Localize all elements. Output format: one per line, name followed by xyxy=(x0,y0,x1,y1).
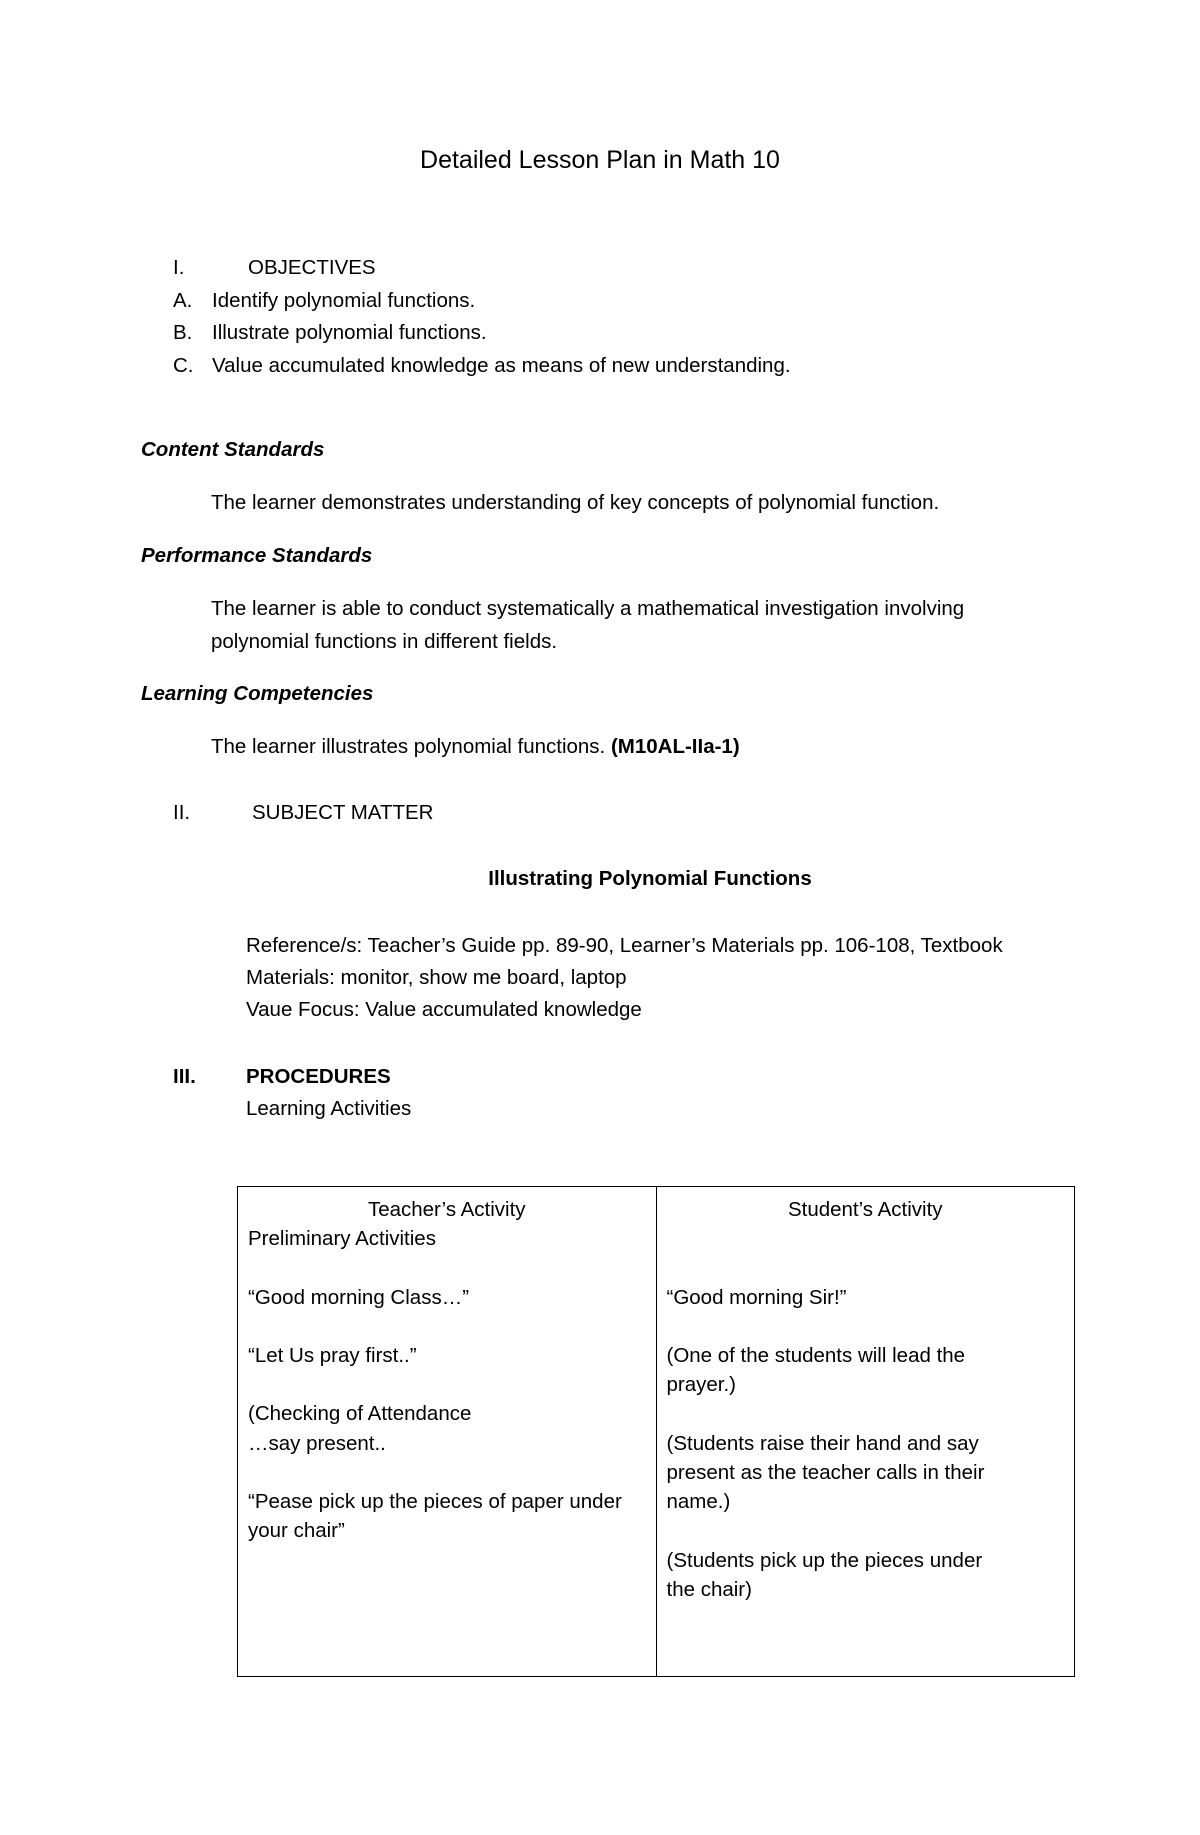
subject-matter-numeral: II. xyxy=(173,801,191,824)
document-title: Detailed Lesson Plan in Math 10 xyxy=(420,146,780,174)
objectives-numeral: I. xyxy=(173,256,185,279)
objective-item: Value accumulated knowledge as means of new understanding. xyxy=(212,354,791,377)
objective-letter: A. xyxy=(173,289,193,312)
objectives-heading: OBJECTIVES xyxy=(248,256,376,279)
competency-code: (M10AL-IIa-1) xyxy=(610,735,740,758)
objective-letter: B. xyxy=(173,321,193,344)
teacher-attendance-line1: (Checking of Attendance xyxy=(248,1402,472,1426)
learning-competencies-text xyxy=(211,735,740,760)
teacher-greeting: “Good morning Class…” xyxy=(248,1285,470,1309)
student-present-line2: present as the teacher calls in their xyxy=(666,1460,985,1484)
procedures-heading: PROCEDURES xyxy=(246,1065,391,1088)
student-present-line3: name.) xyxy=(666,1490,731,1514)
objective-item: Illustrate polynomial functions. xyxy=(212,321,487,344)
performance-standards-line2: polynomial functions in different fields. xyxy=(211,630,558,653)
teacher-paper-line2: your chair” xyxy=(248,1519,345,1543)
activity-table xyxy=(237,1186,1075,1677)
content-standards-heading: Content Standards xyxy=(141,438,325,461)
learning-activities-label: Learning Activities xyxy=(246,1097,412,1120)
teacher-activity-column xyxy=(238,1187,657,1677)
materials-line: Materials: monitor, show me board, laptop xyxy=(246,966,627,989)
procedures-numeral: III. xyxy=(173,1065,196,1088)
student-activity-header: Student’s Activity xyxy=(787,1198,943,1221)
value-focus-line: Vaue Focus: Value accumulated knowledge xyxy=(246,998,642,1021)
teacher-pray: “Let Us pray first..” xyxy=(248,1343,417,1367)
student-prayer-line1: (One of the students will lead the xyxy=(666,1343,966,1367)
learning-competencies-heading: Learning Competencies xyxy=(141,682,374,705)
content-standards-text: The learner demonstrates understanding of key concepts of polynomial function. xyxy=(211,491,940,514)
reference-line: Reference/s: Teacher’s Guide pp. 89-90, Learner’s Materials pp. 106-108, Textbook xyxy=(246,934,1003,957)
teacher-activity-header: Teacher’s Activity xyxy=(367,1198,526,1221)
objective-item: Identify polynomial functions. xyxy=(212,289,476,312)
preliminary-activities-label: Preliminary Activities xyxy=(248,1227,436,1251)
performance-standards-line1: The learner is able to conduct systematically a mathematical investigation involving xyxy=(211,597,965,620)
topic-title: Illustrating Polynomial Functions xyxy=(488,867,812,890)
student-present-line1: (Students raise their hand and say xyxy=(666,1431,979,1455)
student-activity-column xyxy=(656,1187,1075,1677)
student-prayer-line2: prayer.) xyxy=(666,1373,736,1397)
student-greeting: “Good morning Sir!” xyxy=(666,1285,847,1309)
subject-matter-heading: SUBJECT MATTER xyxy=(252,801,434,824)
teacher-attendance-line2: …say present.. xyxy=(248,1431,386,1455)
learning-competencies-statement: The learner illustrates polynomial functions. xyxy=(211,735,606,758)
performance-standards-heading: Performance Standards xyxy=(141,544,373,567)
objective-letter: C. xyxy=(173,354,194,377)
teacher-paper-line1: “Pease pick up the pieces of paper under xyxy=(248,1489,622,1513)
student-pick-line2: the chair) xyxy=(666,1577,752,1601)
student-pick-line1: (Students pick up the pieces under xyxy=(666,1548,983,1572)
